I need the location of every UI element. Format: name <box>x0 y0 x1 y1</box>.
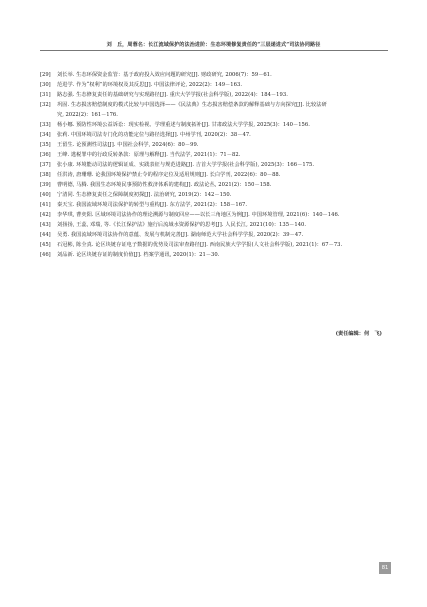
responsible-editor-note: (责任编辑：何 飞) <box>335 331 382 337</box>
reference-number: [30] <box>40 82 51 88</box>
reference-text: 范进学. 作为“权利”的环境权及其反思[J]. 中国法律评论, 2022(2)：149－163. <box>57 82 243 88</box>
reference-text-continued: 究, 2022(2)：161－176. <box>57 112 118 118</box>
reference-item <box>40 100 392 120</box>
reference-text: 任洪涛, 唐珊珊. 论我国环境保护禁止令的程序定位及适用规则[J]. 长白学刊, 2022(6)：80－88. <box>57 172 281 178</box>
running-header: 刘 丘，周蓉名：长江流域保护的法治进阶：生态环境修复责任的“三层递进式”司法协同路径 <box>106 42 321 48</box>
reference-text: 李华琪, 曹奕阳. 区域环境司法协作的理论溯源与制度回应——以长三角地区为例[J]. 中国环境管理, 2021(6)：140－146. <box>57 212 340 218</box>
reference-number: [31] <box>40 92 51 98</box>
reference-text: 张小康. 环境能动司法的逻辑证成、实践表征与规范进路[J]. 吉首大学学报(社会科学版), 2025(3)：166－175. <box>57 162 315 168</box>
reference-number: [36] <box>40 152 51 158</box>
header-divider <box>40 50 388 51</box>
reference-item <box>40 210 392 220</box>
reference-text: 巩固. 生态损害赔偿制度的模式比较与中国选择——《民法典》生态损害赔偿条款的解释基础与方向探究[J]. 比较法研 <box>57 102 327 108</box>
reference-text: 宁清同. 生态修复责任之保障制度初探[J]. 法治研究, 2019(2)：142－150. <box>57 192 232 198</box>
reference-item <box>40 240 392 250</box>
reference-text: 王峰. 逃税罪中的行政反转条款：原理与解释[J]. 当代法学, 2021(1)：71－82. <box>57 152 241 158</box>
reference-item <box>40 160 392 170</box>
page-number: 81 <box>379 562 391 574</box>
reference-list <box>40 70 392 260</box>
reference-text: 杨小娜. 预防性环境公益诉讼：现实检视、学理重述与制度拓补[J]. 甘肃政法大学学报, 2025(3)：140－156. <box>57 122 310 128</box>
reference-number: [37] <box>40 162 51 168</box>
reference-text: 刘品新. 论区块链存证的制度价值[J]. 档案学通讯, 2020(1)：21－30. <box>57 252 220 258</box>
reference-number: [34] <box>40 132 51 138</box>
reference-item <box>40 140 392 150</box>
reference-item <box>40 70 392 80</box>
reference-item <box>40 250 392 260</box>
reference-number: [32] <box>40 102 51 108</box>
reference-number: [46] <box>40 252 51 258</box>
reference-item <box>40 120 392 130</box>
reference-number: [29] <box>40 72 51 78</box>
reference-text: 刘长举. 生态环保资金监管：基于政府投入效应问题的研究[J]. 财政研究, 2006(7)：59－61. <box>57 72 272 78</box>
reference-text: 王留生. 论预测性司法[J]. 中国社会科学, 2024(6)：80－99. <box>57 142 199 148</box>
reference-item <box>40 190 392 200</box>
reference-item <box>40 80 392 90</box>
reference-item <box>40 220 392 230</box>
reference-text: 秦天宝. 我国流域环境司法保护的转型与重构[J]. 东方法学, 2021(2)：158－167. <box>57 202 248 208</box>
reference-number: [38] <box>40 172 51 178</box>
reference-number: [33] <box>40 122 51 128</box>
reference-number: [44] <box>40 232 51 238</box>
reference-number: [40] <box>40 192 51 198</box>
reference-item <box>40 230 392 240</box>
reference-item <box>40 90 392 100</box>
reference-text: 曹明德, 马腾. 我国生态环境民事预防性救济体系的建构[J]. 政法论丛, 2021(2)：150－158. <box>57 182 272 188</box>
reference-number: [43] <box>40 222 51 228</box>
reference-number: [39] <box>40 182 51 188</box>
reference-number: [35] <box>40 142 51 148</box>
reference-item <box>40 130 392 140</box>
reference-text: 刘扬扬, 王蕊, 邓瑞, 等.《长江保护法》施行后流域水资源保护的思考[J]. 人民长江, 2021(10)：135－140. <box>57 222 307 228</box>
reference-text: 吴勇. 我国流域环境司法协作的意蕴、发展与机制完善[J]. 湖南师范大学社会科学学报, 2020(2)：39－47. <box>57 232 304 238</box>
reference-item <box>40 170 392 180</box>
reference-number: [41] <box>40 202 51 208</box>
reference-text: 张莉. 中国环境司法专门化的功能定位与路径选择[J]. 中州学刊, 2020(2)：38－47. <box>57 132 251 138</box>
reference-number: [45] <box>40 242 51 248</box>
reference-item <box>40 200 392 210</box>
reference-text: 路志强. 生态修复责任的基础研究与实现路径[J]. 重庆大学学报(社会科学版), 2022(4)：184－193. <box>57 92 288 98</box>
reference-text: 石冠彬, 陈全真. 论区块链存证电子数据的优势及司法审查路径[J]. 西南民族大学学报(人文社会科学版), 2021(1)：67－73. <box>57 242 343 248</box>
reference-item <box>40 150 392 160</box>
reference-item <box>40 180 392 190</box>
reference-number: [42] <box>40 212 51 218</box>
